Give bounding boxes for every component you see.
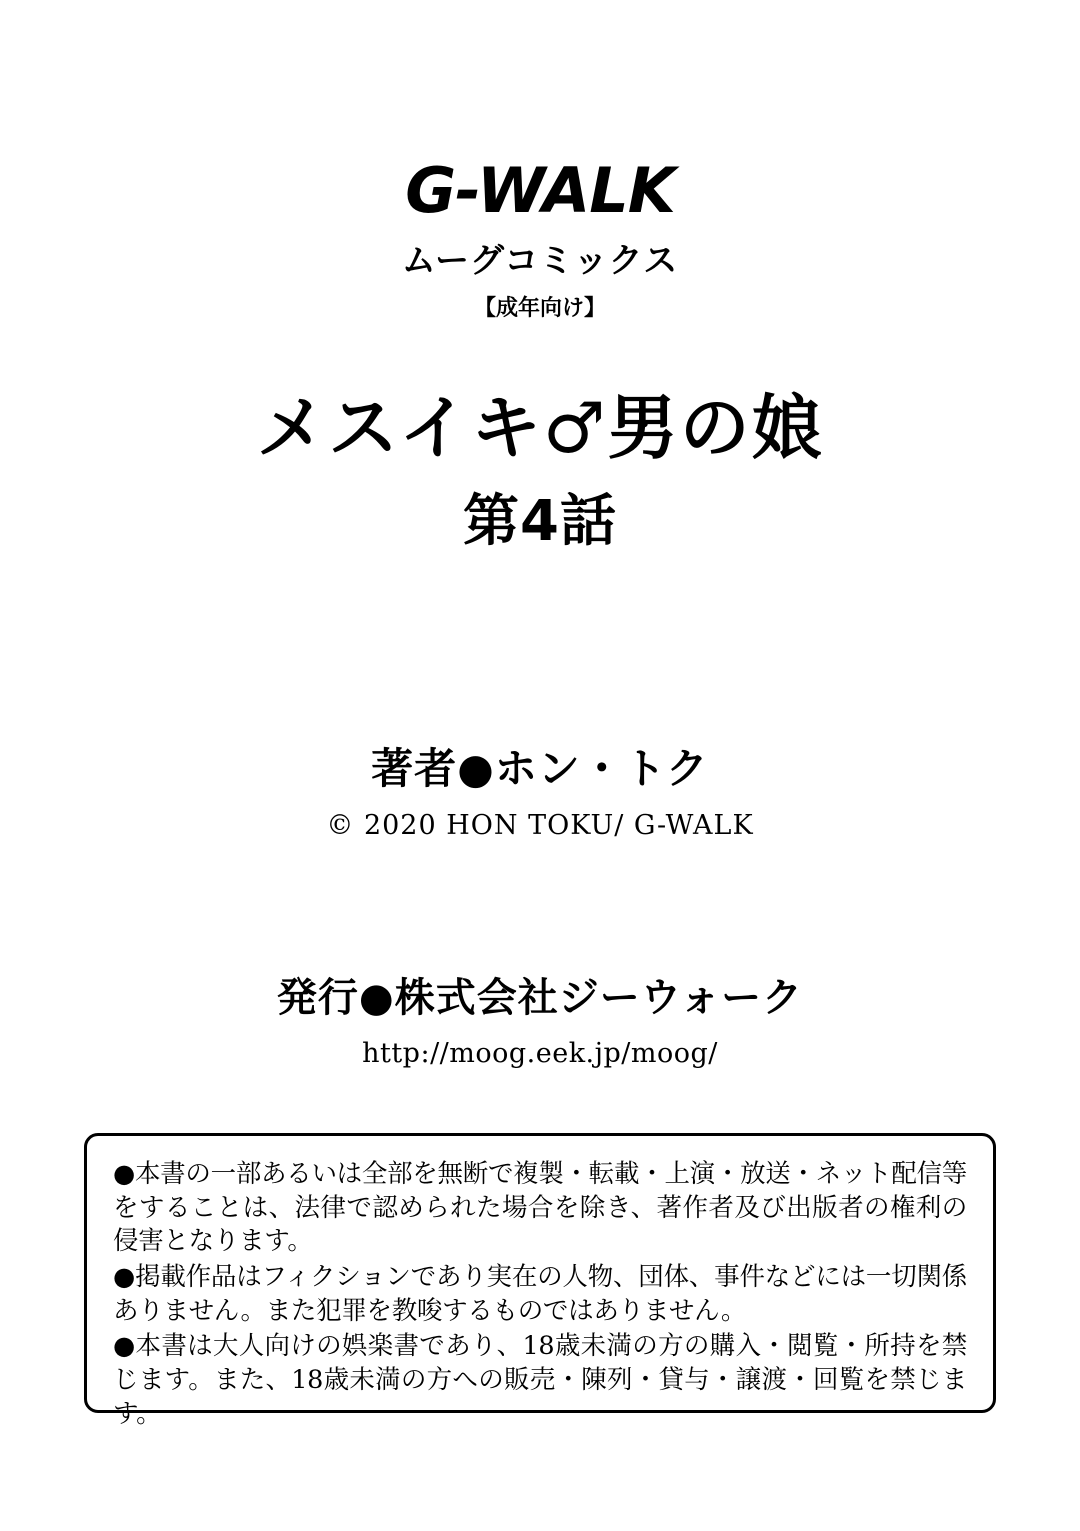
legal-notice-paragraph: ●掲載作品はフィクションであり実在の人物、団体、事件などには一切関係ありません。また犯罪を教唆するものではありません。 (113, 1261, 967, 1326)
imprint-name: ムーグコミックス (401, 241, 679, 281)
legal-notice-paragraph: ●本書の一部あるいは全部を無断で複製・転載・上演・放送・ネット配信等をすることは、法律で認められた場合を除き、著作者及び出版者の権利の侵害となります。 (113, 1159, 967, 1257)
episode-number: 第4話 (463, 488, 617, 554)
author-credit: 著者●ホン・トク (371, 744, 709, 793)
publisher-logo-block (0, 154, 1080, 321)
author-block (0, 744, 1080, 841)
page-title: メスイキ♂男の娘 (256, 387, 824, 469)
publisher-credit: 発行●株式会社ジーウォーク (276, 975, 804, 1021)
legal-notice-paragraph: ●本書は大人向けの娯楽書であり、18歳未満の方の購入・閲覧・所持を禁じます。また、18歳未満の方への販売・陳列・貸与・譲渡・回覧を禁じます。 (113, 1331, 967, 1429)
brand-logo: G-WALK (405, 154, 675, 227)
legal-notice-box (84, 1133, 996, 1429)
publisher-block (0, 975, 1080, 1069)
publisher-url[interactable]: http://moog.eek.jp/moog/ (362, 1038, 718, 1069)
title-block (0, 387, 1080, 554)
age-rating-badge: 【成年向け】 (473, 296, 606, 321)
copyright-notice: © 2020 HON TOKU/ G-WALK (326, 810, 754, 841)
